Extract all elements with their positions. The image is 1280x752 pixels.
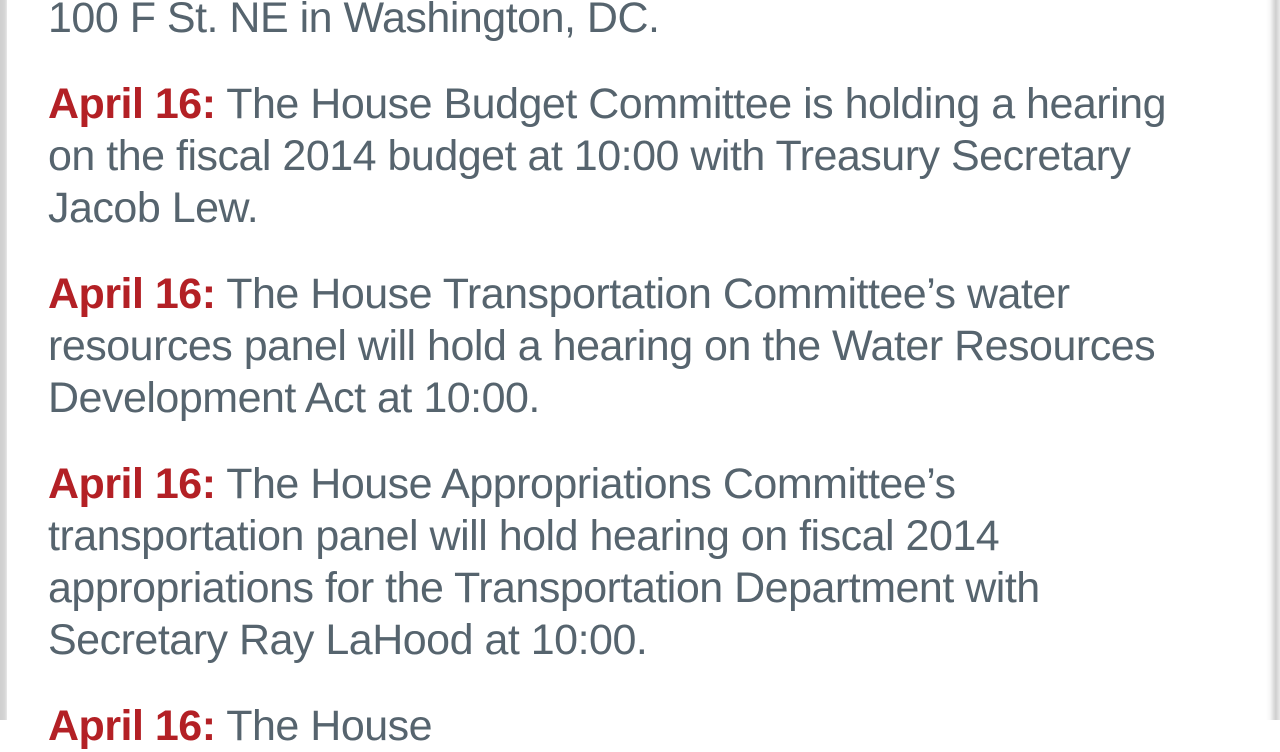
event-date: April 16: xyxy=(48,702,216,750)
event-date: April 16: xyxy=(48,80,216,128)
event-text: The House Budget Committee is holding a hearing on the fiscal 2014 budget at 10:00 with Treasury Secretary Jacob Lew. xyxy=(48,80,1166,232)
event-paragraph xyxy=(48,268,1208,424)
event-paragraph-partial xyxy=(48,700,1208,752)
event-text: 100 F St. NE in Washington, DC. xyxy=(48,0,660,42)
event-paragraph xyxy=(48,78,1208,234)
article-body xyxy=(48,0,1208,752)
event-date: April 16: xyxy=(48,270,216,318)
event-paragraph xyxy=(48,0,1208,44)
event-date: April 16: xyxy=(48,460,216,508)
event-text: The House Appropriations Committee’s transportation panel will hold hearing on fiscal 2014 appropriations for the Transportation Department with Secretary Ray LaHood at 10:00. xyxy=(48,460,1040,664)
event-text: The House Transportation Committee’s water resources panel will hold a hearing on the Water Resources Development Act at 10:00. xyxy=(48,270,1156,422)
right-page-edge xyxy=(1266,0,1280,720)
event-text: The House xyxy=(226,702,433,750)
left-page-edge xyxy=(0,0,7,720)
event-paragraph xyxy=(48,458,1208,666)
